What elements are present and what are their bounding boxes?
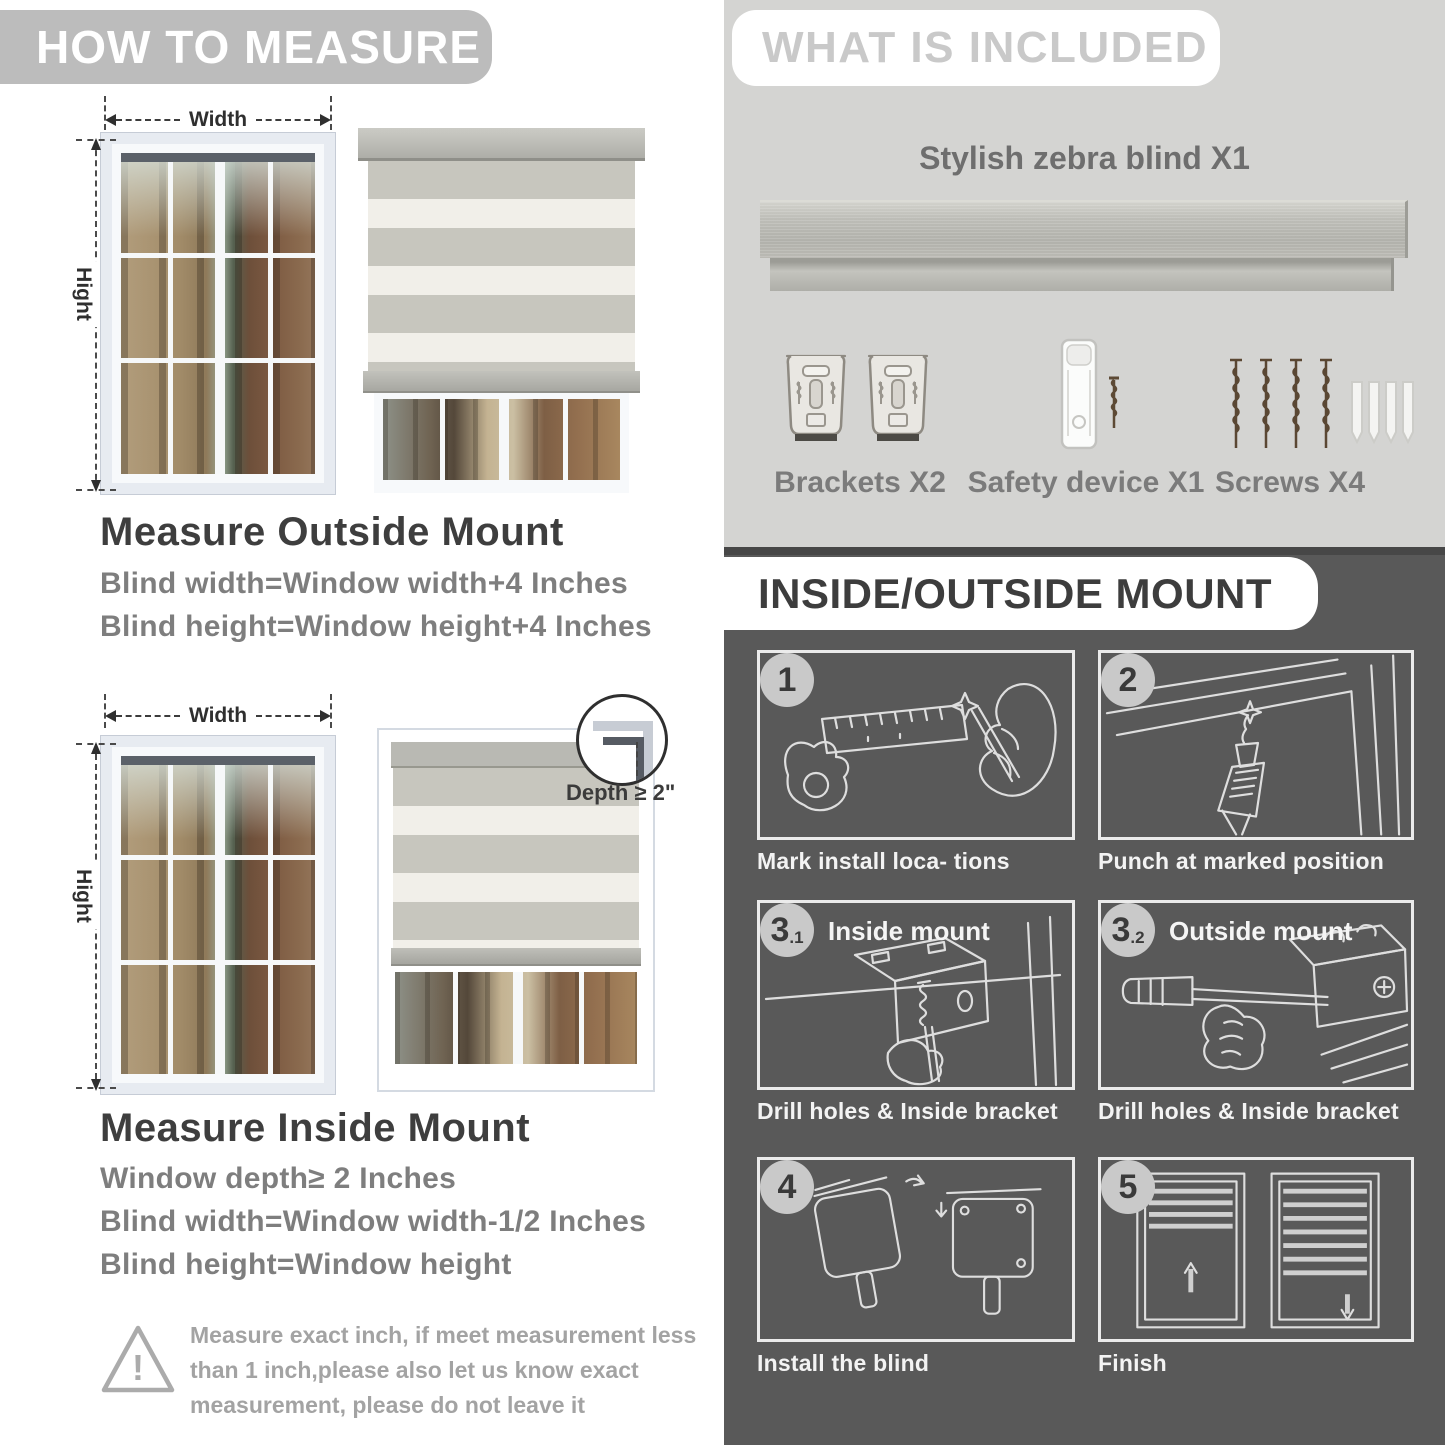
measure-tick (330, 694, 332, 728)
window-lower-part (374, 393, 629, 493)
screws-icon (1220, 352, 1416, 464)
outside-mount-formula-width: Blind width=Window width+4 Inches (100, 567, 628, 600)
outside-mount-heading: Measure Outside Mount (100, 510, 564, 554)
what-is-included-header: WHAT IS INCLUDED (732, 10, 1220, 86)
exclamation-icon: ! (132, 1347, 144, 1388)
frame-corner-inner (603, 737, 644, 783)
height-arrow-outside (72, 140, 97, 490)
width-arrow-inside (105, 704, 331, 728)
step-number-badge: 4 (760, 1160, 814, 1214)
measure-tick (104, 694, 106, 728)
safety-device-icon (1056, 336, 1128, 454)
step-2-caption: Punch at marked position (1098, 848, 1384, 874)
step-number-badge: 5 (1101, 1160, 1155, 1214)
height-label: Hight (69, 261, 97, 327)
inside-mount-formula-depth: Window depth≥ 2 Inches (100, 1162, 457, 1195)
window-top-shade (121, 756, 315, 765)
inside-mount-formula-width: Blind width=Window width-1/2 Inches (100, 1205, 647, 1238)
step-5-caption: Finish (1098, 1350, 1167, 1376)
window-glass-scene (121, 756, 315, 1074)
window-top-shade (121, 153, 315, 162)
step-1-caption: Mark install loca- tions (757, 848, 1010, 874)
step-1-box (757, 650, 1075, 840)
inside-mount-heading: Measure Inside Mount (100, 1106, 531, 1150)
zebra-blind-outside-photo (360, 125, 643, 493)
inside-mount-formula-height: Blind height=Window height (100, 1248, 512, 1281)
measure-tick (76, 489, 116, 491)
blind-bottomrail-image (770, 258, 1394, 291)
step-number-badge: 1 (760, 653, 814, 707)
step-3-2-caption: Drill holes & Inside bracket (1098, 1098, 1399, 1124)
blind-headrail-image (760, 200, 1408, 258)
inside-outside-mount-header: INSIDE/OUTSIDE MOUNT (724, 557, 1318, 630)
window-photo-inside-mount (100, 735, 336, 1095)
measure-tick (76, 1087, 116, 1089)
step-3-1-box (757, 900, 1075, 1090)
blind-bottom-rail (391, 948, 641, 966)
outside-mount-formula-height: Blind height=Window height+4 Inches (100, 610, 652, 643)
height-arrow-inside (72, 744, 97, 1089)
screws-label: Screws X4 (1214, 466, 1366, 499)
step-number-badge: 2 (1101, 653, 1155, 707)
window-lower-part (395, 972, 637, 1064)
depth-label: Depth ≥ 2" (566, 780, 676, 805)
blind-bottom-rail (363, 371, 640, 393)
measure-tick (76, 139, 116, 141)
step-3-1-caption: Drill holes & Inside bracket (757, 1098, 1058, 1124)
width-label: Width (188, 704, 248, 727)
step-4-caption: Install the blind (757, 1350, 930, 1376)
step-3-2-title: Outside mount (1169, 916, 1353, 946)
bracket-icon (865, 348, 931, 446)
arrow-down-icon (91, 1079, 101, 1091)
window-glass-scene (121, 153, 315, 474)
step-2-box (1098, 650, 1414, 840)
blind-fabric (368, 161, 635, 371)
how-to-measure-header: HOW TO MEASURE (0, 10, 492, 84)
width-label: Width (188, 108, 248, 131)
width-arrow-outside (105, 108, 331, 132)
arrow-left-icon (105, 114, 116, 126)
warning-triangle-icon (98, 1320, 178, 1398)
step-number-badge: 3 .1 (760, 903, 814, 957)
step-number-badge: 3 .2 (1101, 903, 1155, 957)
measure-tick (104, 96, 106, 130)
measure-tick (330, 96, 332, 130)
step-3-1-title: Inside mount (828, 916, 990, 946)
product-title: Stylish zebra blind X1 (919, 140, 1250, 176)
height-label: Hight (69, 863, 97, 929)
arrow-left-icon (105, 710, 116, 722)
measure-tick (76, 743, 116, 745)
safety-device-label: Safety device X1 (967, 466, 1205, 499)
window-photo-outside-mount (100, 132, 336, 495)
warning-text: Measure exact inch, if meet measurement less than 1 inch,please also let us know exact measurement, please do not leave it (190, 1322, 697, 1418)
blind-cassette (358, 128, 645, 161)
bracket-icon (783, 348, 849, 446)
depth-zoom-callout (576, 694, 668, 786)
brackets-label: Brackets X2 (774, 466, 946, 499)
step-5-box (1098, 1157, 1414, 1342)
step-3-2-box (1098, 900, 1414, 1090)
step-4-box (757, 1157, 1075, 1342)
depth-dash (636, 742, 638, 776)
